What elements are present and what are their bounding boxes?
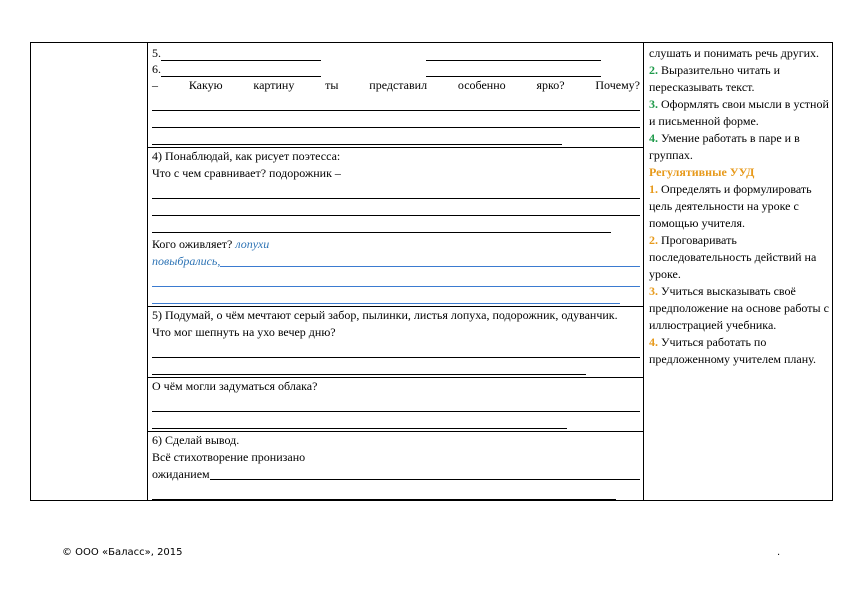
answer-line[interactable] (152, 483, 616, 500)
answer-row-5 (152, 45, 640, 61)
outcome-item (649, 181, 829, 232)
answer-line[interactable] (161, 62, 321, 77)
task-6-line-1: Всё стихотворение пронизано (152, 450, 306, 464)
outcomes-column (644, 43, 833, 501)
item-number: 2. (649, 63, 658, 77)
task-5-question-2: О чём могли задуматься облака? (152, 379, 318, 393)
question-word: – (152, 78, 158, 92)
outcome-item (649, 283, 829, 334)
item-5-number: 5. (152, 46, 161, 60)
footer-dot: . (777, 547, 781, 558)
item-number: 2. (649, 233, 658, 247)
question-word: ты (325, 78, 339, 92)
task-4-title: 4) Понаблюдай, как рисует поэтесса: (152, 149, 341, 163)
item-6-number: 6. (152, 62, 161, 76)
tasks-column (148, 43, 644, 501)
answer-line[interactable] (152, 128, 562, 145)
lesson-table (30, 42, 833, 501)
answer-line[interactable] (220, 253, 640, 267)
item-number: 1. (649, 182, 658, 196)
answer-line[interactable] (152, 395, 640, 412)
question-word: ярко? (536, 78, 565, 92)
answer-line[interactable] (152, 94, 640, 111)
task-4-question-2 (152, 236, 640, 253)
task-6-word: ожиданием (152, 467, 210, 481)
task-5-title: 5) Подумай, о чём мечтают серый забор, пылинки, листья лопуха, подорожник, одуванчик. (152, 308, 618, 322)
item-text: Выразительно читать и пересказывать текст. (649, 63, 781, 94)
answer-line[interactable] (426, 62, 601, 77)
question-word: Какую (188, 78, 223, 92)
answer-line[interactable] (152, 341, 640, 358)
outcome-item (649, 334, 829, 368)
answer-line[interactable] (152, 216, 611, 233)
item-text: Проговаривать последовательность действий на уроке. (649, 233, 817, 281)
answer-line[interactable] (210, 466, 640, 480)
answer-line[interactable] (152, 270, 640, 287)
outcome-continued: слушать и понимать речь других. (649, 46, 820, 60)
item-text: Учиться работать по предложенному учителем плану. (649, 335, 816, 366)
outcome-item (649, 96, 829, 130)
answer-line[interactable] (152, 182, 640, 199)
item-text: Определять и формулировать цель деятельности на уроке с помощью учителя. (649, 182, 812, 230)
question-picture (152, 77, 640, 94)
outcome-item (649, 62, 829, 96)
item-text: Оформлять свои мысли в устной и письменной форме. (649, 97, 829, 128)
empty-column (31, 43, 148, 501)
item-number: 4. (649, 131, 658, 145)
answer-line[interactable] (161, 46, 321, 61)
question-word: картину (253, 78, 295, 92)
answer-line[interactable] (152, 358, 586, 375)
answer-line[interactable] (426, 46, 601, 61)
task-5-question-1: Что мог шепнуть на ухо вечер дню? (152, 325, 336, 339)
question-word: Почему? (595, 78, 640, 92)
task-6-line-2 (152, 466, 640, 483)
item-number: 3. (649, 284, 658, 298)
copyright-footer: © ООО «Баласс», 2015 (62, 547, 183, 558)
task-6-title: 6) Сделай вывод. (152, 433, 240, 447)
item-number: 3. (649, 97, 658, 111)
item-text: Учиться высказывать своё предположение на основе работы с иллюстрацией учебника. (649, 284, 829, 332)
outcome-item (649, 130, 829, 164)
outcome-item (649, 232, 829, 283)
item-text: Умение работать в паре и в группах. (649, 131, 800, 162)
answer-line[interactable] (152, 287, 620, 304)
item-number: 4. (649, 335, 658, 349)
question-word: особенно (457, 78, 506, 92)
sample-answer: повыбрались, (152, 254, 221, 268)
task-4-question-1: Что с чем сравнивает? подорожник – (152, 166, 341, 180)
answer-line[interactable] (152, 412, 567, 429)
question-word: представил (369, 78, 428, 92)
answer-line[interactable] (152, 199, 640, 216)
question-text: Кого оживляет? (152, 237, 233, 251)
sample-answer-line (152, 253, 640, 270)
regulative-heading: Регулятивные УУД (649, 165, 755, 179)
sample-answer: лопухи (235, 237, 270, 251)
answer-line[interactable] (152, 111, 640, 128)
answer-row-6 (152, 61, 640, 77)
